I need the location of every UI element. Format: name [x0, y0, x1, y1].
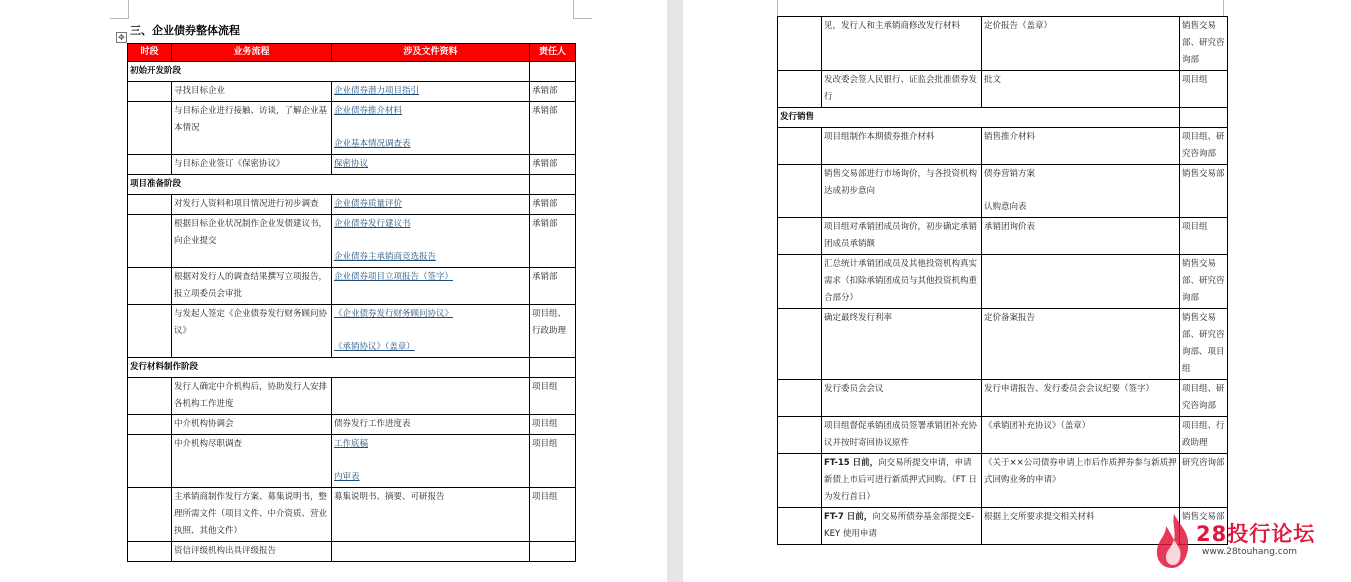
period-cell	[778, 454, 822, 508]
stage-label: 项目准备阶段	[128, 175, 530, 195]
docs-cell	[982, 71, 1180, 108]
flow-cell	[172, 305, 332, 358]
owner-cell: 项目组、研究咨询部	[1180, 128, 1228, 165]
stage-row	[778, 108, 1228, 128]
table-row	[128, 305, 576, 358]
period-cell	[128, 82, 172, 102]
flow-text: 向交易所提交申请，申请新债上市后可进行新质押式回购。（FT 日为发行首日）	[824, 458, 977, 502]
document-name: 债券发行工作进度表	[334, 419, 411, 429]
table-cell	[530, 358, 576, 378]
document-link[interactable]: 企业债券发行建议书	[334, 219, 411, 229]
document-link[interactable]: 《承销协议》（盖章）	[334, 342, 415, 352]
docs-cell	[332, 82, 530, 102]
table-row	[128, 155, 576, 175]
document-link[interactable]: 企业债券潜力项目指引	[334, 86, 420, 96]
owner-cell: 项目组	[530, 488, 576, 542]
period-cell	[128, 415, 172, 435]
flow-text: 根据目标企业状况制作企业发债建议书，向企业提交	[174, 219, 328, 246]
owner-cell: 项目组	[530, 378, 576, 415]
flow-cell	[822, 380, 982, 417]
docs-cell	[332, 268, 530, 305]
docs-cell	[982, 454, 1180, 508]
flow-text: 发改委会签人民银行、证监会批准债券发行	[824, 75, 978, 102]
period-cell	[128, 435, 172, 488]
flow-text: 汇总统计承销团成员及其他投资机构真实需求（扣除承销团成员与其他投资机构重合部分）	[824, 259, 978, 303]
flow-cell	[822, 454, 982, 508]
owner-cell: 承销部	[530, 268, 576, 305]
docs-cell	[332, 542, 530, 562]
flow-text: 向交易所债券基金部提交E-KEY 使用申请	[824, 512, 975, 539]
owner-cell: 承销部	[530, 102, 576, 155]
document-name: 销售推介材料	[984, 132, 1036, 142]
flow-deadline: FT-15 日前，	[824, 458, 879, 468]
document-link[interactable]: 《企业债券发行财务顾问协议》	[334, 309, 454, 319]
owner-cell: 项目组	[530, 435, 576, 488]
owner-cell: 项目组、行政助理	[530, 305, 576, 358]
owner-cell: 销售交易部、研究咨询部	[1180, 255, 1228, 309]
stage-label: 发行材料制作阶段	[128, 358, 530, 378]
docs-cell	[982, 218, 1180, 255]
document-link[interactable]: 企业债券推介材料	[334, 106, 403, 116]
flow-cell	[172, 542, 332, 562]
stage-label: 发行销售	[778, 108, 1180, 128]
table-row	[128, 378, 576, 415]
owner-cell: 项目组	[1180, 71, 1228, 108]
flow-cell	[172, 488, 332, 542]
document-link[interactable]: 企业债券项目立项报告（签字）	[334, 272, 454, 282]
flow-cell	[172, 415, 332, 435]
docs-cell	[982, 255, 1180, 309]
flow-text: 主承销商制作发行方案、募集说明书，整理所需文件（项目文件、中介资质、营业执照、其他文件）	[174, 492, 328, 536]
flow-cell	[172, 378, 332, 415]
flow-cell	[822, 417, 982, 454]
table-cell	[530, 62, 576, 82]
flow-text: 与目标企业签订《保密协议》	[174, 159, 285, 169]
period-cell	[778, 128, 822, 165]
docs-cell	[332, 215, 530, 268]
period-cell	[128, 378, 172, 415]
flow-text: 中介机构尽职调查	[174, 439, 243, 449]
table-row	[778, 17, 1228, 71]
docs-cell	[332, 102, 530, 155]
table-row	[778, 165, 1228, 218]
docs-cell	[332, 305, 530, 358]
flow-text: 中介机构协调会	[174, 419, 234, 429]
flow-cell	[172, 82, 332, 102]
period-cell	[778, 255, 822, 309]
flow-text: 与发起人签定《企业债券发行财务顾问协议》	[174, 309, 328, 336]
watermark-logo	[1154, 512, 1329, 574]
owner-cell: 销售交易部	[1180, 508, 1228, 545]
owner-cell	[530, 542, 576, 562]
flow-text: 资信评级机构出具评级报告	[174, 546, 277, 556]
period-cell	[778, 71, 822, 108]
stage-row	[128, 175, 576, 195]
stage-row	[128, 62, 576, 82]
owner-cell: 承销部	[530, 82, 576, 102]
period-cell	[778, 17, 822, 71]
stage-row	[128, 358, 576, 378]
table-row	[128, 82, 576, 102]
table-row	[778, 128, 1228, 165]
flow-text: 发行人确定中介机构后，协助发行人安排各机构工作进度	[174, 382, 328, 409]
docs-cell	[982, 128, 1180, 165]
table-move-handle-icon[interactable]: ✥	[116, 32, 127, 43]
owner-cell: 项目组	[530, 415, 576, 435]
table-row	[128, 488, 576, 542]
flow-text: 项目组督促承销团成员签署承销团补充协议并按时寄回协议原件	[824, 421, 978, 448]
flow-cell	[172, 102, 332, 155]
flow-cell	[172, 435, 332, 488]
crop-mark	[110, 0, 129, 19]
docs-cell	[982, 17, 1180, 71]
docs-cell	[982, 508, 1180, 545]
table-row	[128, 435, 576, 488]
document-name: 批文	[984, 75, 1002, 85]
period-cell	[128, 268, 172, 305]
document-name: 认购意向表	[984, 202, 1027, 212]
column-header: 涉及文件资料	[332, 44, 530, 62]
document-name: 募集说明书、摘要、可研报告	[334, 492, 445, 502]
table-row	[778, 71, 1228, 108]
period-cell	[128, 305, 172, 358]
document-name: 债券营销方案	[984, 169, 1036, 179]
owner-cell: 项目组、研究咨询部	[1180, 380, 1228, 417]
flow-cell	[822, 309, 982, 380]
period-cell	[128, 215, 172, 268]
table-row	[778, 218, 1228, 255]
watermark-url: www.28touhang.com	[1202, 547, 1298, 557]
flow-text: 项目组制作本期债券推介材料	[824, 132, 935, 142]
flow-cell	[822, 255, 982, 309]
period-cell	[128, 195, 172, 215]
flow-text: 发行委员会会议	[824, 384, 884, 394]
flow-cell	[822, 218, 982, 255]
owner-cell: 项目组	[1180, 218, 1228, 255]
flow-cell	[822, 128, 982, 165]
flow-cell	[822, 165, 982, 218]
document-name: 定价备案报告	[984, 313, 1036, 323]
column-header: 时段	[128, 44, 172, 62]
period-cell	[128, 102, 172, 155]
docs-cell	[332, 195, 530, 215]
flow-text: 见，发行人和主承销商修改发行材料	[824, 21, 961, 31]
owner-cell: 销售交易部	[1180, 165, 1228, 218]
document-page-left	[0, 0, 667, 582]
document-page-right	[683, 0, 1351, 582]
table-cell	[530, 175, 576, 195]
document-link[interactable]: 企业债券质量评价	[334, 199, 403, 209]
flow-cell	[172, 155, 332, 175]
flow-cell	[822, 17, 982, 71]
period-cell	[778, 218, 822, 255]
flow-text: 确定最终发行利率	[824, 313, 893, 323]
flame-icon	[1154, 512, 1194, 570]
docs-cell	[332, 488, 530, 542]
owner-cell: 承销部	[530, 195, 576, 215]
table-cell	[1180, 108, 1228, 128]
period-cell	[778, 508, 822, 545]
crop-mark	[573, 0, 592, 19]
document-name: 发行申请报告、发行委员会会议纪要（签字）	[984, 384, 1155, 394]
docs-cell	[982, 165, 1180, 218]
crop-mark	[1223, 0, 1242, 17]
document-link[interactable]: 工作底稿	[334, 439, 369, 449]
document-name: 《关于××公司债券申请上市后作质押券参与新质押式回购业务的申请》	[984, 458, 1177, 485]
docs-cell	[332, 155, 530, 175]
table-row	[128, 195, 576, 215]
document-name: 定价报告（盖章）	[984, 21, 1053, 31]
owner-cell: 销售交易部、研究咨询部	[1180, 17, 1228, 71]
table-row	[128, 415, 576, 435]
table-header-row	[128, 44, 576, 62]
document-link[interactable]: 保密协议	[334, 159, 369, 169]
flow-text: 寻找目标企业	[174, 86, 226, 96]
document-name: 根据上交所要求提交相关材料	[984, 512, 1095, 522]
stage-label: 初始开发阶段	[128, 62, 530, 82]
process-table	[127, 43, 576, 562]
period-cell	[778, 165, 822, 218]
document-link[interactable]: 企业债券主承销商竞选报告	[334, 252, 437, 262]
owner-cell: 承销部	[530, 215, 576, 268]
owner-cell: 项目组、行政助理	[1180, 417, 1228, 454]
section-title: 三、企业债券整体流程	[130, 24, 240, 37]
period-cell	[778, 380, 822, 417]
docs-cell	[982, 417, 1180, 454]
period-cell	[128, 488, 172, 542]
owner-cell: 研究咨询部	[1180, 454, 1228, 508]
process-table-continued	[777, 16, 1228, 545]
flow-text: 销售交易部进行市场询价，与各投资机构达成初步意向	[824, 169, 978, 196]
document-link[interactable]: 内审表	[334, 472, 360, 482]
table-row	[128, 268, 576, 305]
period-cell	[778, 309, 822, 380]
column-header: 责任人	[530, 44, 576, 62]
docs-cell	[332, 435, 530, 488]
document-name: 《承销团补充协议》（盖章）	[984, 421, 1091, 431]
flow-text: 与目标企业进行接触、访谈，了解企业基本情况	[174, 106, 328, 133]
watermark-name: 28投行论坛	[1196, 522, 1316, 546]
table-row	[778, 454, 1228, 508]
flow-text: 项目组对承销团成员询价，初步确定承销团成员承销额	[824, 222, 978, 249]
owner-cell: 销售交易部、研究咨询部、项目组	[1180, 309, 1228, 380]
docs-cell	[332, 415, 530, 435]
period-cell	[128, 542, 172, 562]
column-header: 业务流程	[172, 44, 332, 62]
flow-cell	[172, 268, 332, 305]
flow-text: 对发行人资料和项目情况进行初步调查	[174, 199, 319, 209]
period-cell	[128, 155, 172, 175]
table-row	[778, 417, 1228, 454]
flow-cell	[172, 215, 332, 268]
flow-deadline: FT-7 日前，	[824, 512, 873, 522]
document-name: 承销团询价表	[984, 222, 1036, 232]
flow-cell	[172, 195, 332, 215]
table-row	[778, 255, 1228, 309]
period-cell	[778, 417, 822, 454]
flow-text: 根据对发行人的调查结果撰写立项报告，报立项委员会审批	[174, 272, 328, 299]
docs-cell	[982, 309, 1180, 380]
docs-cell	[982, 380, 1180, 417]
table-row	[128, 102, 576, 155]
table-row	[128, 215, 576, 268]
table-row	[778, 309, 1228, 380]
table-row	[128, 542, 576, 562]
owner-cell: 承销部	[530, 155, 576, 175]
docs-cell	[332, 378, 530, 415]
flow-cell	[822, 508, 982, 545]
document-link[interactable]: 企业基本情况调查表	[334, 139, 411, 149]
table-row	[778, 380, 1228, 417]
flow-cell	[822, 71, 982, 108]
crop-mark	[759, 0, 778, 17]
